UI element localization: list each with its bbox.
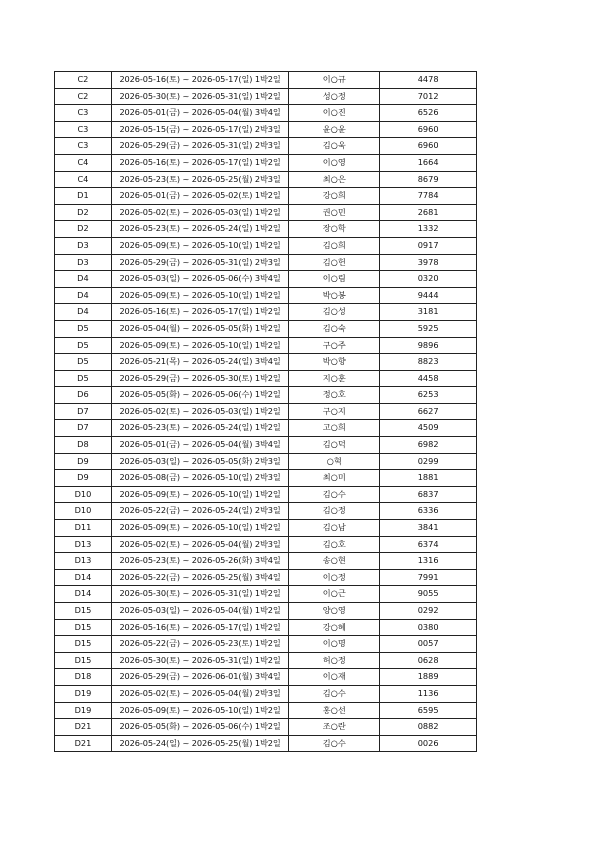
guest-name-cell: 박○봉 — [289, 287, 380, 304]
site-cell: D13 — [55, 553, 112, 570]
reservation-table-body — [55, 72, 477, 752]
site-cell: D21 — [55, 719, 112, 736]
table-row — [55, 702, 477, 719]
guest-name-cell: 고○희 — [289, 420, 380, 437]
site-cell: D7 — [55, 420, 112, 437]
site-cell: C3 — [55, 121, 112, 138]
table-row — [55, 105, 477, 122]
table-row — [55, 420, 477, 437]
guest-name-cell: 이○재 — [289, 669, 380, 686]
site-cell: D8 — [55, 437, 112, 454]
guest-name-cell: 강○희 — [289, 188, 380, 205]
stay-period-cell: 2026-05-29(금) ~ 2026-05-31(일) 2박3일 — [111, 138, 288, 155]
reservation-code-cell: 0057 — [380, 636, 477, 653]
site-cell: D5 — [55, 354, 112, 371]
reservation-code-cell: 8679 — [380, 171, 477, 188]
guest-name-cell: 김○헌 — [289, 254, 380, 271]
guest-name-cell: 이○진 — [289, 105, 380, 122]
reservation-table — [54, 71, 477, 752]
site-cell: D15 — [55, 619, 112, 636]
site-cell: D3 — [55, 254, 112, 271]
table-row — [55, 271, 477, 288]
guest-name-cell: ○혁 — [289, 453, 380, 470]
reservation-code-cell: 9444 — [380, 287, 477, 304]
guest-name-cell: 홍○선 — [289, 702, 380, 719]
guest-name-cell: 송○현 — [289, 553, 380, 570]
site-cell: C2 — [55, 88, 112, 105]
reservation-code-cell: 1316 — [380, 553, 477, 570]
guest-name-cell: 최○미 — [289, 470, 380, 487]
reservation-code-cell: 4478 — [380, 72, 477, 89]
guest-name-cell: 최○은 — [289, 171, 380, 188]
site-cell: D5 — [55, 337, 112, 354]
stay-period-cell: 2026-05-16(토) ~ 2026-05-17(일) 1박2일 — [111, 154, 288, 171]
reservation-code-cell: 1889 — [380, 669, 477, 686]
reservation-code-cell: 0628 — [380, 652, 477, 669]
reservation-code-cell: 3841 — [380, 520, 477, 537]
table-row — [55, 619, 477, 636]
site-cell: D14 — [55, 569, 112, 586]
guest-name-cell: 허○정 — [289, 652, 380, 669]
stay-period-cell: 2026-05-05(화) ~ 2026-05-06(수) 1박2일 — [111, 719, 288, 736]
guest-name-cell: 성○정 — [289, 88, 380, 105]
reservation-code-cell: 6336 — [380, 503, 477, 520]
table-row — [55, 121, 477, 138]
stay-period-cell: 2026-05-21(목) ~ 2026-05-24(일) 3박4일 — [111, 354, 288, 371]
guest-name-cell: 장○학 — [289, 221, 380, 238]
site-cell: C3 — [55, 105, 112, 122]
guest-name-cell: 김○숙 — [289, 320, 380, 337]
stay-period-cell: 2026-05-22(금) ~ 2026-05-25(월) 3박4일 — [111, 569, 288, 586]
site-cell: D19 — [55, 702, 112, 719]
stay-period-cell: 2026-05-04(월) ~ 2026-05-05(화) 1박2일 — [111, 320, 288, 337]
reservation-code-cell: 0380 — [380, 619, 477, 636]
stay-period-cell: 2026-05-05(화) ~ 2026-05-06(수) 1박2일 — [111, 387, 288, 404]
table-row — [55, 652, 477, 669]
site-cell: C3 — [55, 138, 112, 155]
table-row — [55, 304, 477, 321]
site-cell: D15 — [55, 603, 112, 620]
reservation-code-cell: 6526 — [380, 105, 477, 122]
stay-period-cell: 2026-05-01(금) ~ 2026-05-04(월) 3박4일 — [111, 105, 288, 122]
stay-period-cell: 2026-05-15(금) ~ 2026-05-17(일) 2박3일 — [111, 121, 288, 138]
stay-period-cell: 2026-05-16(토) ~ 2026-05-17(일) 1박2일 — [111, 304, 288, 321]
site-cell: D19 — [55, 685, 112, 702]
site-cell: C2 — [55, 72, 112, 89]
reservation-code-cell: 1332 — [380, 221, 477, 238]
reservation-code-cell: 3181 — [380, 304, 477, 321]
site-cell: D2 — [55, 221, 112, 238]
stay-period-cell: 2026-05-29(금) ~ 2026-05-30(토) 1박2일 — [111, 370, 288, 387]
reservation-code-cell: 6627 — [380, 403, 477, 420]
stay-period-cell: 2026-05-23(토) ~ 2026-05-26(화) 3박4일 — [111, 553, 288, 570]
stay-period-cell: 2026-05-23(토) ~ 2026-05-25(월) 2박3일 — [111, 171, 288, 188]
guest-name-cell: 이○영 — [289, 154, 380, 171]
table-row — [55, 586, 477, 603]
stay-period-cell: 2026-05-09(토) ~ 2026-05-10(일) 1박2일 — [111, 486, 288, 503]
stay-period-cell: 2026-05-22(금) ~ 2026-05-23(토) 1박2일 — [111, 636, 288, 653]
guest-name-cell: 김○남 — [289, 520, 380, 537]
site-cell: D9 — [55, 470, 112, 487]
table-row — [55, 154, 477, 171]
site-cell: D18 — [55, 669, 112, 686]
table-row — [55, 254, 477, 271]
table-row — [55, 204, 477, 221]
table-row — [55, 503, 477, 520]
stay-period-cell: 2026-05-23(토) ~ 2026-05-24(일) 1박2일 — [111, 420, 288, 437]
stay-period-cell: 2026-05-09(토) ~ 2026-05-10(일) 1박2일 — [111, 237, 288, 254]
guest-name-cell: 김○수 — [289, 486, 380, 503]
site-cell: D10 — [55, 503, 112, 520]
table-row — [55, 470, 477, 487]
reservation-code-cell: 6960 — [380, 138, 477, 155]
table-row — [55, 370, 477, 387]
guest-name-cell: 박○향 — [289, 354, 380, 371]
guest-name-cell: 김○희 — [289, 237, 380, 254]
reservation-code-cell: 7784 — [380, 188, 477, 205]
site-cell: D3 — [55, 237, 112, 254]
reservation-code-cell: 0026 — [380, 735, 477, 752]
stay-period-cell: 2026-05-08(금) ~ 2026-05-10(일) 2박3일 — [111, 470, 288, 487]
stay-period-cell: 2026-05-30(토) ~ 2026-05-31(일) 1박2일 — [111, 652, 288, 669]
reservation-code-cell: 5925 — [380, 320, 477, 337]
table-row — [55, 354, 477, 371]
site-cell: D4 — [55, 304, 112, 321]
table-row — [55, 669, 477, 686]
guest-name-cell: 윤○윤 — [289, 121, 380, 138]
reservation-code-cell: 7012 — [380, 88, 477, 105]
table-row — [55, 603, 477, 620]
stay-period-cell: 2026-05-09(토) ~ 2026-05-10(일) 1박2일 — [111, 520, 288, 537]
site-cell: D2 — [55, 204, 112, 221]
guest-name-cell: 김○정 — [289, 503, 380, 520]
reservation-code-cell: 0882 — [380, 719, 477, 736]
reservation-code-cell: 6982 — [380, 437, 477, 454]
site-cell: D1 — [55, 188, 112, 205]
site-cell: D21 — [55, 735, 112, 752]
reservation-code-cell: 0292 — [380, 603, 477, 620]
table-row — [55, 685, 477, 702]
site-cell: C4 — [55, 154, 112, 171]
reservation-code-cell: 9896 — [380, 337, 477, 354]
guest-name-cell: 강○혜 — [289, 619, 380, 636]
site-cell: D4 — [55, 287, 112, 304]
stay-period-cell: 2026-05-24(일) ~ 2026-05-25(월) 1박2일 — [111, 735, 288, 752]
site-cell: D5 — [55, 370, 112, 387]
guest-name-cell: 김○덕 — [289, 437, 380, 454]
table-row — [55, 287, 477, 304]
stay-period-cell: 2026-05-09(토) ~ 2026-05-10(일) 1박2일 — [111, 287, 288, 304]
stay-period-cell: 2026-05-23(토) ~ 2026-05-24(일) 1박2일 — [111, 221, 288, 238]
table-row — [55, 221, 477, 238]
guest-name-cell: 이○근 — [289, 586, 380, 603]
site-cell: C4 — [55, 171, 112, 188]
reservation-code-cell: 6837 — [380, 486, 477, 503]
reservation-code-cell: 0917 — [380, 237, 477, 254]
site-cell: D14 — [55, 586, 112, 603]
site-cell: D5 — [55, 320, 112, 337]
table-row — [55, 88, 477, 105]
table-row — [55, 188, 477, 205]
table-row — [55, 486, 477, 503]
reservation-code-cell: 9055 — [380, 586, 477, 603]
site-cell: D6 — [55, 387, 112, 404]
site-cell: D15 — [55, 652, 112, 669]
table-row — [55, 171, 477, 188]
stay-period-cell: 2026-05-22(금) ~ 2026-05-24(일) 2박3일 — [111, 503, 288, 520]
guest-name-cell: 김○수 — [289, 735, 380, 752]
guest-name-cell: 지○훈 — [289, 370, 380, 387]
guest-name-cell: 김○호 — [289, 536, 380, 553]
stay-period-cell: 2026-05-29(금) ~ 2026-05-31(일) 2박3일 — [111, 254, 288, 271]
reservation-code-cell: 0320 — [380, 271, 477, 288]
table-row — [55, 636, 477, 653]
guest-name-cell: 이○규 — [289, 72, 380, 89]
reservation-code-cell: 0299 — [380, 453, 477, 470]
stay-period-cell: 2026-05-03(일) ~ 2026-05-05(화) 2박3일 — [111, 453, 288, 470]
stay-period-cell: 2026-05-09(토) ~ 2026-05-10(일) 1박2일 — [111, 337, 288, 354]
guest-name-cell: 구○주 — [289, 337, 380, 354]
guest-name-cell: 권○민 — [289, 204, 380, 221]
table-row — [55, 320, 477, 337]
reservation-code-cell: 6374 — [380, 536, 477, 553]
reservation-code-cell: 4458 — [380, 370, 477, 387]
stay-period-cell: 2026-05-03(일) ~ 2026-05-04(월) 1박2일 — [111, 603, 288, 620]
guest-name-cell: 김○성 — [289, 304, 380, 321]
guest-name-cell: 이○림 — [289, 271, 380, 288]
stay-period-cell: 2026-05-01(금) ~ 2026-05-02(토) 1박2일 — [111, 188, 288, 205]
stay-period-cell: 2026-05-30(토) ~ 2026-05-31(일) 1박2일 — [111, 88, 288, 105]
stay-period-cell: 2026-05-02(토) ~ 2026-05-03(일) 1박2일 — [111, 403, 288, 420]
site-cell: D7 — [55, 403, 112, 420]
guest-name-cell: 양○영 — [289, 603, 380, 620]
stay-period-cell: 2026-05-30(토) ~ 2026-05-31(일) 1박2일 — [111, 586, 288, 603]
site-cell: D11 — [55, 520, 112, 537]
stay-period-cell: 2026-05-02(토) ~ 2026-05-04(월) 2박3일 — [111, 685, 288, 702]
site-cell: D10 — [55, 486, 112, 503]
table-row — [55, 237, 477, 254]
reservation-code-cell: 8823 — [380, 354, 477, 371]
stay-period-cell: 2026-05-03(일) ~ 2026-05-06(수) 3박4일 — [111, 271, 288, 288]
guest-name-cell: 이○명 — [289, 636, 380, 653]
site-cell: D4 — [55, 271, 112, 288]
table-row — [55, 569, 477, 586]
guest-name-cell: 조○란 — [289, 719, 380, 736]
reservation-code-cell: 6960 — [380, 121, 477, 138]
stay-period-cell: 2026-05-29(금) ~ 2026-06-01(월) 3박4일 — [111, 669, 288, 686]
table-row — [55, 437, 477, 454]
stay-period-cell: 2026-05-16(토) ~ 2026-05-17(일) 1박2일 — [111, 619, 288, 636]
reservation-code-cell: 1881 — [380, 470, 477, 487]
site-cell: D9 — [55, 453, 112, 470]
guest-name-cell: 이○정 — [289, 569, 380, 586]
table-row — [55, 403, 477, 420]
reservation-code-cell: 2681 — [380, 204, 477, 221]
site-cell: D13 — [55, 536, 112, 553]
stay-period-cell: 2026-05-09(토) ~ 2026-05-10(일) 1박2일 — [111, 702, 288, 719]
reservation-code-cell: 7991 — [380, 569, 477, 586]
reservation-code-cell: 4509 — [380, 420, 477, 437]
table-row — [55, 735, 477, 752]
site-cell: D15 — [55, 636, 112, 653]
table-row — [55, 520, 477, 537]
table-row — [55, 553, 477, 570]
table-row — [55, 138, 477, 155]
stay-period-cell: 2026-05-16(토) ~ 2026-05-17(일) 1박2일 — [111, 72, 288, 89]
reservation-code-cell: 6595 — [380, 702, 477, 719]
table-row — [55, 72, 477, 89]
stay-period-cell: 2026-05-02(토) ~ 2026-05-04(월) 2박3일 — [111, 536, 288, 553]
table-row — [55, 719, 477, 736]
guest-name-cell: 김○욱 — [289, 138, 380, 155]
reservation-code-cell: 6253 — [380, 387, 477, 404]
guest-name-cell: 김○수 — [289, 685, 380, 702]
guest-name-cell: 구○지 — [289, 403, 380, 420]
reservation-code-cell: 1664 — [380, 154, 477, 171]
reservation-code-cell: 1136 — [380, 685, 477, 702]
guest-name-cell: 정○호 — [289, 387, 380, 404]
stay-period-cell: 2026-05-01(금) ~ 2026-05-04(월) 3박4일 — [111, 437, 288, 454]
table-row — [55, 453, 477, 470]
reservation-code-cell: 3978 — [380, 254, 477, 271]
stay-period-cell: 2026-05-02(토) ~ 2026-05-03(일) 1박2일 — [111, 204, 288, 221]
table-row — [55, 337, 477, 354]
table-row — [55, 536, 477, 553]
table-row — [55, 387, 477, 404]
